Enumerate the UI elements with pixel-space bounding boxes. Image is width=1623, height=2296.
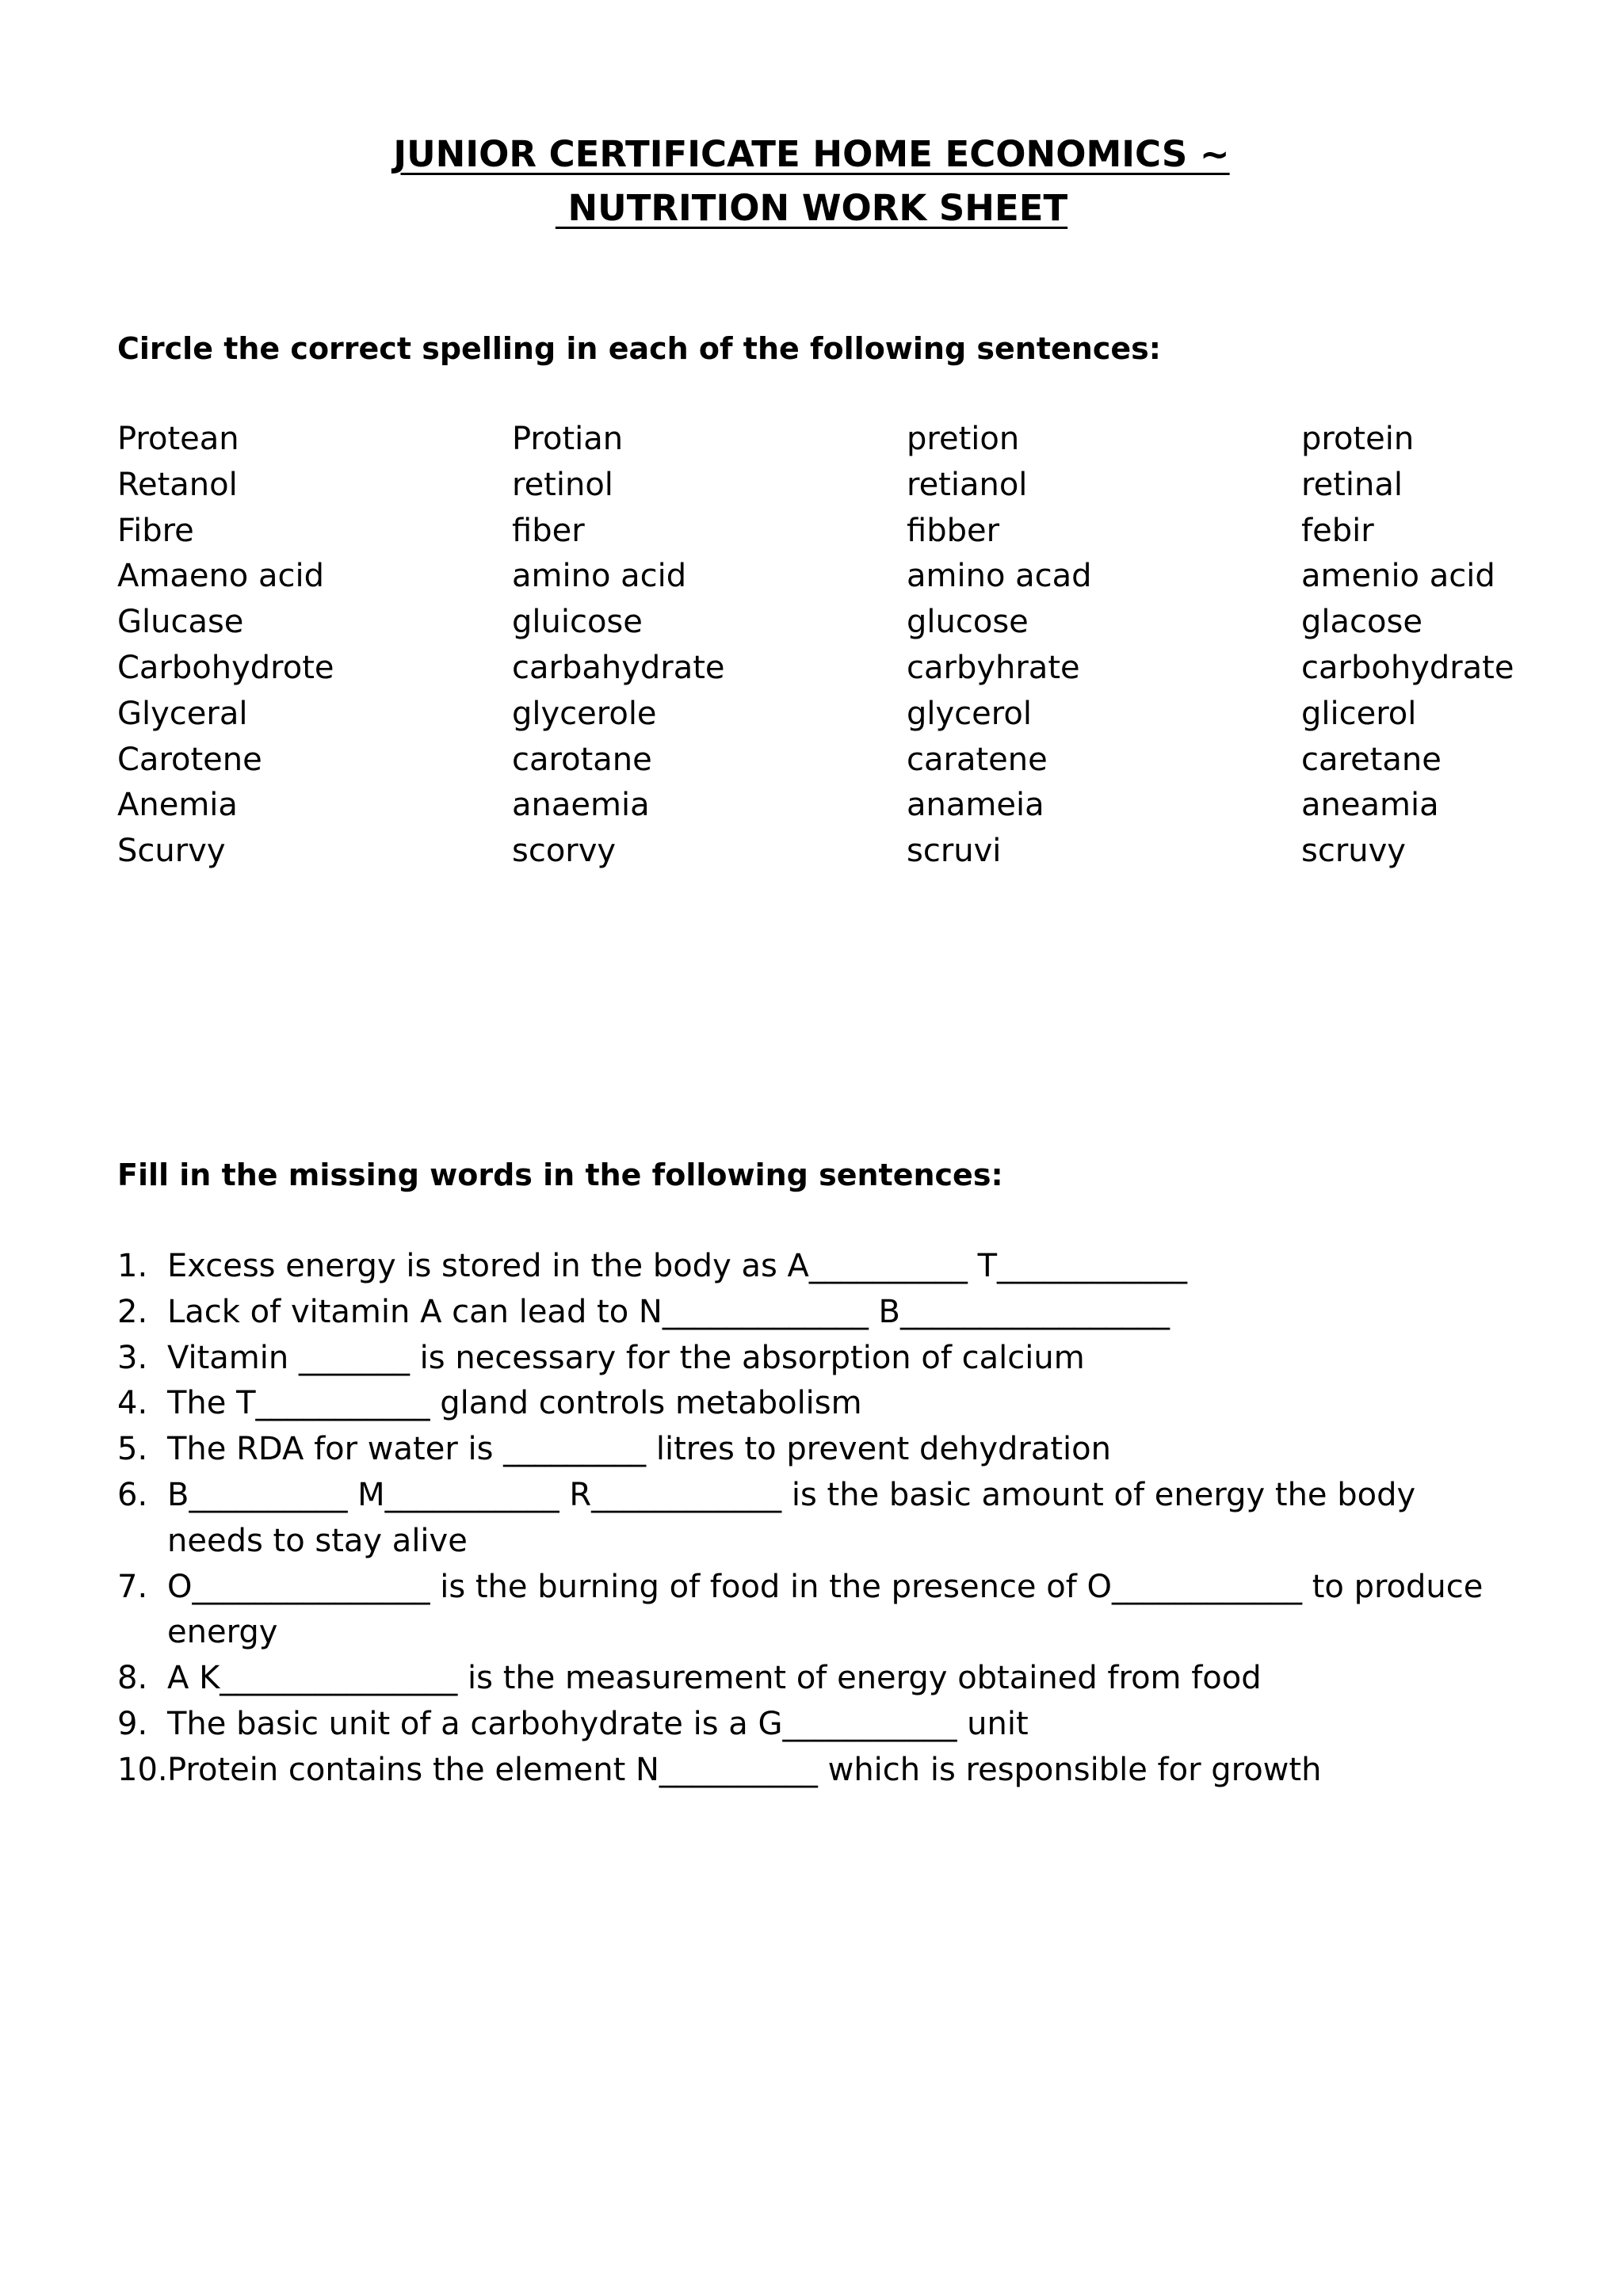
spelling-section-heading: Circle the correct spelling in each of the following sentences: <box>117 331 1161 366</box>
spelling-option[interactable]: fibber <box>907 512 1000 549</box>
spelling-option[interactable]: amino acad <box>907 558 1092 595</box>
spelling-option[interactable]: glycerole <box>512 695 657 732</box>
fill-in-question <box>117 1381 1496 1427</box>
question-text[interactable]: O_______________ is the burning of food in the presence of O____________ to produce energy <box>167 1568 1494 1651</box>
spelling-option[interactable]: Protian <box>512 421 624 457</box>
spelling-row <box>117 417 1591 463</box>
spelling-option[interactable]: anameia <box>907 787 1044 824</box>
spelling-option[interactable]: caretane <box>1301 741 1442 778</box>
question-number: 8. <box>117 1660 148 1697</box>
spelling-row <box>117 738 1591 784</box>
spelling-option[interactable]: retinol <box>512 466 613 503</box>
spelling-option[interactable]: protein <box>1301 421 1415 457</box>
spelling-option[interactable]: glacose <box>1301 604 1423 641</box>
spelling-row <box>117 600 1591 646</box>
spelling-option[interactable]: Glyceral <box>117 695 248 732</box>
spelling-row <box>117 509 1591 555</box>
fill-in-question <box>117 1336 1496 1382</box>
spelling-row <box>117 783 1591 829</box>
fill-in-section-heading: Fill in the missing words in the following sentences: <box>117 1158 1003 1192</box>
spelling-option[interactable]: scruvy <box>1301 833 1406 870</box>
fill-in-question <box>117 1244 1496 1290</box>
spelling-option[interactable]: amino acid <box>512 558 687 595</box>
fill-in-question <box>117 1748 1496 1794</box>
question-number: 7. <box>117 1568 148 1605</box>
fill-in-question <box>117 1656 1496 1702</box>
spelling-word-grid <box>117 417 1591 875</box>
spelling-row <box>117 554 1591 600</box>
spelling-option[interactable]: gluicose <box>512 604 643 641</box>
spelling-row <box>117 646 1591 692</box>
fill-in-question <box>117 1427 1496 1473</box>
question-number: 3. <box>117 1339 148 1376</box>
spelling-option[interactable]: glicerol <box>1301 695 1417 732</box>
spelling-option[interactable]: pretion <box>907 421 1020 457</box>
question-text[interactable]: The basic unit of a carbohydrate is a G___________ unit <box>167 1705 1029 1742</box>
fill-in-question <box>117 1565 1496 1657</box>
question-text[interactable]: The RDA for water is _________ litres to prevent dehydration <box>167 1431 1111 1468</box>
page-title-line-2: NUTRITION WORK SHEET <box>555 187 1068 229</box>
spelling-option[interactable]: Protean <box>117 421 239 457</box>
question-number: 4. <box>117 1385 148 1422</box>
question-number: 9. <box>117 1705 148 1742</box>
question-text[interactable]: Vitamin _______ is necessary for the absorption of calcium <box>167 1339 1085 1376</box>
spelling-option[interactable]: carbahydrate <box>512 649 725 686</box>
spelling-option[interactable]: Carotene <box>117 741 262 778</box>
question-number: 10. <box>117 1751 168 1788</box>
spelling-option[interactable]: retianol <box>907 466 1028 503</box>
spelling-option[interactable]: carotane <box>512 741 652 778</box>
page-title-line-1: JUNIOR CERTIFICATE HOME ECONOMICS ~ <box>393 133 1230 175</box>
question-text[interactable]: The T___________ gland controls metabolism <box>167 1385 862 1422</box>
spelling-option[interactable]: carbyhrate <box>907 649 1080 686</box>
question-number: 2. <box>117 1293 148 1330</box>
spelling-option[interactable]: amenio acid <box>1301 558 1495 595</box>
fill-in-question <box>117 1702 1496 1748</box>
spelling-option[interactable]: Fibre <box>117 512 194 549</box>
fill-in-question-list <box>117 1244 1496 1794</box>
question-text[interactable]: Protein contains the element N__________ which is responsible for growth <box>167 1751 1322 1788</box>
spelling-option[interactable]: carbohydrate <box>1301 649 1514 686</box>
question-number: 6. <box>117 1476 148 1513</box>
spelling-row <box>117 692 1591 738</box>
question-text[interactable]: Excess energy is stored in the body as A__________ T____________ <box>167 1248 1188 1284</box>
spelling-option[interactable]: febir <box>1301 512 1374 549</box>
question-text[interactable]: A K_______________ is the measurement of energy obtained from food <box>167 1660 1262 1697</box>
spelling-option[interactable]: glucose <box>907 604 1029 641</box>
question-text[interactable]: Lack of vitamin A can lead to N_____________ B_________________ <box>167 1293 1170 1330</box>
spelling-row <box>117 829 1591 875</box>
question-number: 5. <box>117 1431 148 1468</box>
spelling-option[interactable]: scruvi <box>907 833 1002 870</box>
spelling-option[interactable]: aneamia <box>1301 787 1439 824</box>
spelling-option[interactable]: Glucase <box>117 604 244 641</box>
question-text[interactable]: B__________ M___________ R____________ is the basic amount of energy the body needs to stay alive <box>167 1476 1426 1559</box>
spelling-option[interactable]: Amaeno acid <box>117 558 324 595</box>
spelling-option[interactable]: caratene <box>907 741 1048 778</box>
spelling-option[interactable]: Carbohydrote <box>117 649 334 686</box>
spelling-option[interactable]: Anemia <box>117 787 238 824</box>
spelling-option[interactable]: glycerol <box>907 695 1032 732</box>
spelling-row <box>117 463 1591 509</box>
spelling-option[interactable]: fiber <box>512 512 585 549</box>
spelling-option[interactable]: scorvy <box>512 833 617 870</box>
spelling-option[interactable]: Scurvy <box>117 833 226 870</box>
spelling-option[interactable]: retinal <box>1301 466 1403 503</box>
fill-in-question <box>117 1290 1496 1336</box>
spelling-option[interactable]: anaemia <box>512 787 650 824</box>
question-number: 1. <box>117 1248 148 1284</box>
spelling-option[interactable]: Retanol <box>117 466 238 503</box>
fill-in-question <box>117 1473 1496 1565</box>
